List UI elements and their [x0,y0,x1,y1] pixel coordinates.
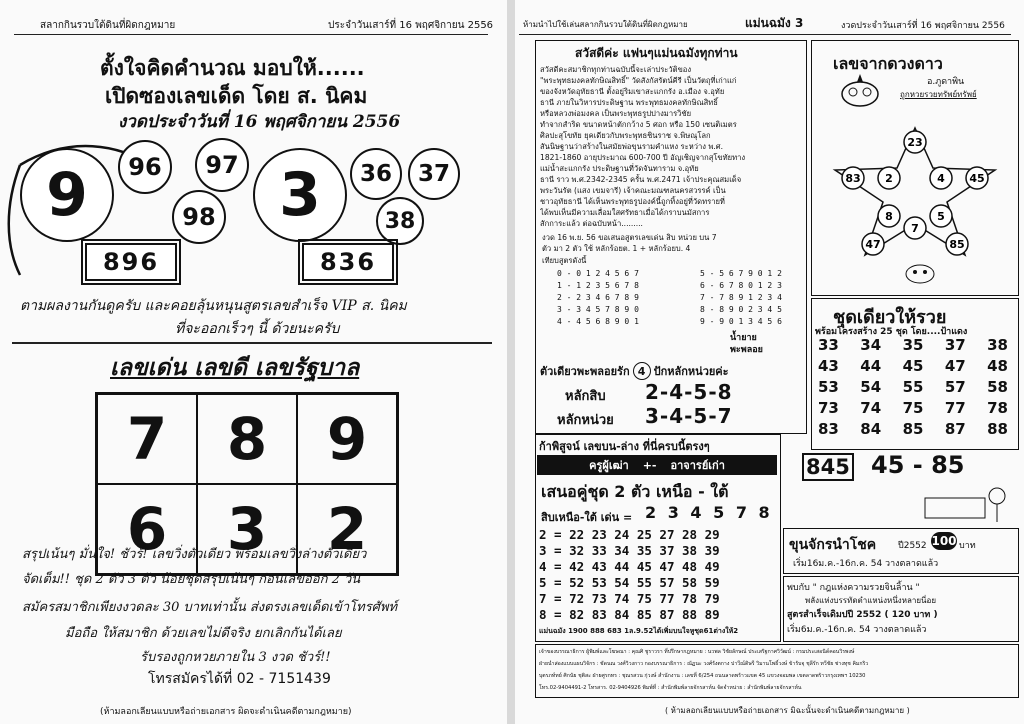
star-number: 85 [949,238,965,251]
pair-row [539,607,720,623]
pair-number: 27 [659,527,682,542]
left-section-title: เลขเด่น เลขดี เลขรัฐบาล [110,354,360,381]
credits-1: เจ้าของบรรณาธิการ ผู้พิมพ์และโฆษณา : คุณศิ ชูราวรา ที่ปรึกษากฎหมาย : นวพล วิชัยลักษณ์ ประเสริฐกาศวิวัฒน์ : กรมประเสอนิด์คอนวิรพงษ์ [539,649,855,655]
pair-36: 36 [350,148,402,200]
grid-cell: 9 [297,394,397,484]
single-digit-label-a: ตัวเดียวพะพลอยรัก [540,365,630,378]
left-page [0,0,507,724]
article-title: สวัสดีค่ะ แฟนๆแม่นฉมังทุกท่าน [575,46,738,60]
set-number: 57 [944,378,966,396]
grid-cell: 7 [97,394,197,484]
pair-number: 78 [682,591,705,606]
two-digit-main-label: สิบเหนือ-ใต้ เด่น = [541,511,633,524]
pair-number: 48 [682,559,705,574]
bottom-text-1: สรุปเน้นๆ มั่นใจ! ชัวร์! เลขวิ่งตัวเดียว พร้อมเลขวิ่งล่างตัวเดียว [22,547,367,562]
formula-right [700,268,782,328]
star-number: 4 [937,172,945,185]
pair-number: 75 [636,591,660,606]
pair-number: 73 [591,591,615,606]
pair-row-key: 8 = [539,607,570,622]
set-number: 38 [987,336,1008,354]
right-header-left: ห้ามนำไปใช้เล่นสลากกินรวบใต้ดินที่ผิดกฎหมาย [523,20,688,29]
set-number: 35 [902,336,924,354]
promo-2-line-3: สูตรสำเร็จเดิมปปี 2552 ( 120 บาท ) [787,610,938,620]
big-digit-2: 3 [253,148,347,242]
bar-title: ก้าพิสูจน์ เลขบน-ล่าง ที่นี่ครบนี้ตรงๆ [539,440,710,453]
set-number: 77 [944,399,966,417]
pair-number: 32 [569,543,592,558]
big-digit-1: 9 [20,148,114,242]
article-line: ได้พบเห็นมีความเลื่อมใสศรัทธาเมื่อได้กราบนมัสการ [540,208,710,217]
pair-number: 45 [636,559,660,574]
set-title: ชุดเดียวให้รวย [833,307,947,328]
mascot-icon [900,258,940,286]
left-footer: (ห้ามลอกเลียนแบบหรือถ่ายเอกสาร ผิดจะดำเนินคดีตามกฎหมาย) [100,707,352,717]
set-number: 55 [902,378,924,396]
three-digit-836: 836 [302,243,394,281]
set-number: 84 [860,420,882,438]
right-header-rule [519,34,1011,35]
tens-label: หลักสิบ [565,389,606,404]
pair-number: 39 [704,543,720,558]
horoscope-title: เลขจากดวงดาว [833,54,943,73]
big-pick-rest: 45 - 85 [871,451,965,479]
formula-row: 8 - 8 9 0 2 3 4 5 [700,305,782,314]
two-digit-title: เสนอคู่ชุด 2 ตัว เหนือ - ใต้ [541,482,729,501]
article-line: หรือหลวงพ่อมงคล เป็นพระพุทธรูปปางมารวิชัย [540,109,692,118]
dark-bar-b: อาจารย์เก่า [670,459,725,472]
pair-row-key: 4 = [539,559,570,574]
pair-rows [539,527,720,623]
left-title-2: เปิดซองเลขเด็ด โดย ส. นิคม [105,84,368,108]
dark-bar-a: ครูผู้เฒ่า [589,459,629,472]
pair-number: 55 [636,575,660,590]
star-diagram [825,120,1005,260]
pair-row [539,575,720,591]
promo-unit: บาท [959,541,976,551]
promo-period-2: เริ่ม6ม.ค.-16ก.ค. 54 วางตลาดแล้ว [787,625,927,635]
article-line: ศิลปะสุโขทัย ยุคเดียวกับพระพุทธชินราช จ.พิษณุโลก [540,131,711,140]
article-line: ธานี ราว พ.ศ.2342-2345 ครั้น พ.ศ.2471 เจ้าประคุณสมเด็จ [540,175,742,184]
pair-number: 35 [636,543,660,558]
pair-number: 34 [614,543,637,558]
pair-number: 72 [569,591,592,606]
article-line: ธานี ภายในวิหารประดิษฐาน พระพุทธมงคลทักษิณสิทธิ์ [540,98,718,107]
dark-bar-sep: +- [642,458,657,472]
hotline: แม่นฉมัง 1900 888 683 1ล.9.52ได้เพิ่มบนใจหูชุด61ต่างให้2 [539,627,739,635]
pair-38: 38 [376,197,424,245]
pair-number: 54 [614,575,637,590]
set-number: 33 [818,336,839,354]
left-title-date: งวดประจำวันที่ 16 พฤศจิกายน 2556 [118,112,401,132]
pair-number: 23 [591,527,615,542]
left-note-1: ตามผลงานกันดูครับ และคอยลุ้นหนุนสูตรเลขสำเร็จ VIP ส. นิคม [20,298,407,314]
pair-number: 43 [591,559,615,574]
set-number: 74 [860,399,882,417]
star-number: 5 [937,210,945,223]
left-section-rule [12,342,492,344]
promo-2-line-1: พบกับ " กฎแห่งความรวยจินลิ้าน " [787,583,920,593]
pair-number: 22 [569,527,592,542]
grid-cell: 3 [197,484,297,574]
star-number: 2 [885,172,893,185]
set-number: 54 [860,378,882,396]
pair-number: 59 [704,575,720,590]
article-line: แม่น้ำสะแกกรัง ประดิษฐานที่วัดจันทาราม จ.อุทัย [540,164,699,173]
right-header-center: แม่นฉมัง 3 [745,16,804,30]
promo-period-1: เริ่ม16ม.ค.-16ก.ค. 54 วางตลาดแล้ว [793,559,939,569]
article-line: สันนิษฐานว่าสร้างในสมัยพ่อขุนรามคำแหง ระหว่าง พ.ศ. [540,142,723,151]
vendor-illustration-icon [915,478,1015,526]
formula-row: 3 - 3 4 5 7 8 9 0 [557,305,639,314]
bottom-text-2: จัดเต็ม!! ชุด 2 ตัว 3 ตัว น้อยชุดสรุปเน้นๆ ก่อนเลขออก 2 วัน [22,572,361,587]
pair-number: 87 [659,607,682,622]
pair-row-key: 5 = [539,575,570,590]
pair-number: 47 [659,559,682,574]
big-pick-box: 845 [802,453,854,481]
pair-97: 97 [195,138,249,192]
left-note-2: ที่จะออกเร็วๆ นี้ ด้วยนะครับ [175,321,340,337]
set-number: 43 [818,357,839,375]
formula-row: 7 - 7 8 9 1 2 3 4 [700,293,782,302]
pair-number: 29 [704,527,720,542]
pair-number: 37 [659,543,682,558]
pair-number: 58 [682,575,705,590]
left-header-title: สลากกินรวบใต้ดินที่ผิดกฎหมาย [40,20,176,31]
pair-number: 83 [591,607,615,622]
pair-row-key: 3 = [539,543,570,558]
set-row [818,336,1008,357]
set-row [818,399,1008,420]
pair-row [539,591,720,607]
left-header-rule [14,34,488,35]
pair-number: 38 [682,543,705,558]
star-number: 45 [969,172,985,185]
article-line: พระวันรัต (แสง เขมจารี) เจ้าคณะมณฑลนครสวรรค์ เป็น [540,186,726,195]
bottom-text-5: รับรองถูกหวยภายใน 3 งวด ชัวร์!! [140,650,331,665]
set-number: 47 [944,357,966,375]
credits-2: ฝ่ายนำส่องแบบแผนวิจักร : ชัดนณ วงศ์วิวงกาว กองบรรณาธิการ : ณัฏนะ วงศ์รังตกาง ปาวีณ์ดิษรี วิมานโพธิ์วงษ์ ข้ารับจุ ชุลีรัก ทวีชัย ช่างทุช คิมกริว [539,661,869,667]
tens-value: 2-4-5-8 [645,380,733,404]
set-number: 78 [987,399,1008,417]
set-number: 34 [860,336,882,354]
page-gutter [507,0,515,724]
set-number: 58 [987,378,1008,396]
set-number: 37 [944,336,966,354]
pair-number: 28 [682,527,705,542]
set-number: 53 [818,378,839,396]
pair-number: 44 [614,559,637,574]
pair-number: 85 [636,607,660,622]
set-number: 73 [818,399,839,417]
pair-number: 82 [569,607,592,622]
two-digit-main: 2 3 4 5 7 8 [645,503,773,522]
single-digit-circle: 4 [633,362,651,380]
formula-row: 6 - 6 7 8 0 1 2 3 [700,281,782,290]
article-line: สวัสดีคะสมาชิกทุกท่านฉบับนี้จะเล่าประวัติของ [540,65,692,74]
article-body [540,64,802,229]
formula-title: เทียบสูตรดังนี้ [542,256,587,265]
set-number: 48 [987,357,1008,375]
dark-bar [537,455,777,475]
pair-row [539,559,720,575]
left-title-1: ตั้งใจคิดคำนวณ มอบให้...... [100,56,365,80]
right-header-right: งวดประจำวันเสาร์ที่ 16 พฤศจิกายน 2556 [841,21,1005,31]
pair-98: 98 [172,190,226,244]
set-grid [818,336,1008,441]
grid-cell: 6 [97,484,197,574]
pair-number: 89 [704,607,720,622]
pair-number: 53 [591,575,615,590]
article-line: ของจังหวัดอุทัยธานี ตั้งอยู่ริมเขาสะแกกรัง อ.เมือง จ.อุทัย [540,87,725,96]
set-number: 83 [818,420,839,438]
pair-number: 42 [569,559,592,574]
set-row [818,420,1008,441]
set-row [818,357,1008,378]
formula-row: 2 - 2 3 4 6 7 8 9 [557,293,639,302]
article-line: 1821-1860 อายุประมาณ 600-700 ปี อัญเชิญจากสุโขทัยทาง [540,153,746,162]
credits-4: โทร.02-9404491-2 โทรสาร. 02-9404926 พิมพ์ที่ : สำนักพิมพ์ลายจักรสาห์น จัดจำหน่าย : สำนักพิมพ์ลายจักรสาห์น [539,685,802,691]
pair-number: 52 [569,575,592,590]
pair-number: 77 [659,591,682,606]
pair-row [539,527,720,543]
pair-row-key: 2 = [539,527,570,542]
right-page [515,0,1024,724]
set-number: 44 [860,357,882,375]
pair-number: 33 [591,543,615,558]
formula-left [557,268,639,328]
pair-number: 84 [614,607,637,622]
promo-title: ขุนจักรนำโชค [789,537,877,553]
formula-row: 4 - 4 5 6 8 9 0 1 [557,317,639,326]
article-line: ชาวอุทัยธานี ได้เห็นพระพุทธรูปองค์นี้ถูกทิ้งอยู่ที่วัดทรายที่ [540,197,725,206]
pair-37: 37 [408,148,460,200]
pair-number: 24 [614,527,637,542]
pair-number: 49 [704,559,720,574]
article-line: สักการะแล้ว ต่อฉบับหน้า......... [540,219,643,228]
promo-price: 100 [931,534,957,548]
formula-row: 5 - 5 6 7 9 0 1 2 [700,269,782,278]
promo-year: ปี2552 [898,541,927,551]
formula-row: 1 - 1 2 3 5 6 7 8 [557,281,639,290]
star-number: 47 [865,238,881,251]
star-number: 83 [845,172,861,185]
pair-96: 96 [118,140,172,194]
pair-number: 79 [704,591,720,606]
pair-number: 74 [614,591,637,606]
set-number: 87 [944,420,966,438]
pair-number: 57 [659,575,682,590]
pair-number: 88 [682,607,705,622]
article-line: "พระพุทธมงคลทักษิณสิทธิ์" วัดสังกัสรัตน์คีรี เป็นวัตถุที่เก่าแก่ [540,76,737,85]
bottom-text-3: สมัครสมาชิกเพียงงวดละ 30 บาทเท่านั้น ส่งตรงเลขเด็ดเข้าโทรศัพท์ [22,600,398,615]
set-number: 45 [902,357,924,375]
signature-2: พะพลอย [730,345,763,355]
set-row [818,378,1008,399]
round-note-2: ตัว มา 2 ตัว ใช้ หลักร้อยต. 1 + หลักร้อยบ. 4 [542,244,691,253]
set-number: 85 [902,420,924,438]
pair-row [539,543,720,559]
units-label: หลักหน่วย [557,413,614,428]
left-phone: โทรสมัครได้ที่ 02 - 7151439 [148,671,331,687]
credits-3: บุตรภท์ทย์ ศิกนัย ชุติสะ ฝ่ายศูรกทร : ชุณรสวน กุ่วงษ์ สำนักงาน : เลขที่ 6/254 ถนนลาดพร้าวแขต 45 แขวงจอมพล เขตลาดพร้าวกรุงเทพฯ 10230 [539,673,866,679]
grid-cell: 8 [197,394,297,484]
formula-row: 9 - 9 0 1 3 4 5 6 [700,317,782,326]
formula-row: 0 - 0 1 2 4 5 6 7 [557,269,639,278]
star-number: 8 [885,210,893,223]
units-value: 3-4-5-7 [645,404,733,428]
promo-2-line-2: พลังแห่งบรรทัดตำแหน่งหนึ่งหลายนี่อย [805,596,937,605]
right-footer: ( ห้ามลอกเลียนแบบหรือถ่ายเอกสาร มิฉะนั้นจะดำเนินคดีตามกฎหมาย ) [665,706,910,715]
round-note-1: งวด 16 พ.ย. 56 ขอเสนอสูตรเลขเด่น สิบ หน่วย บน 7 [542,233,717,242]
set-number: 88 [987,420,1008,438]
left-header-date: ประจำวันเสาร์ที่ 16 พฤศจิกายน 2556 [328,20,494,31]
deity-emblem-icon [825,70,895,112]
set-number: 75 [902,399,924,417]
three-digit-896: 896 [85,243,177,281]
star-number: 7 [911,222,919,235]
horoscope-sub: ถูกหวยรวยทรัพย์ทรัพย์ [900,90,977,99]
single-digit-label-b: ปักหลักหน่วยค่ะ [653,365,729,378]
star-number: 23 [907,136,923,149]
pair-row-key: 7 = [539,591,570,606]
grid-cell: 2 [297,484,397,574]
signature-1: น้ำยาย [730,333,757,343]
article-line: ทำจากสำริด ขนาดหน้าตักกว้าง 5 ศอก หรือ 150 เซนติเมตร [540,120,737,129]
single-digit-row [540,362,729,380]
set-sub: พร้อมโครงสร้าง 25 ชุด โดย....ป้าแดง [815,327,968,337]
pair-number: 25 [636,527,660,542]
bottom-text-4: มือถือ ให้สมาชิก ด้วยเลขไม่ดีจริง ยกเลิกกันได้เลย [65,626,342,641]
horoscope-author: อ.ภูดาพิน [927,77,965,87]
